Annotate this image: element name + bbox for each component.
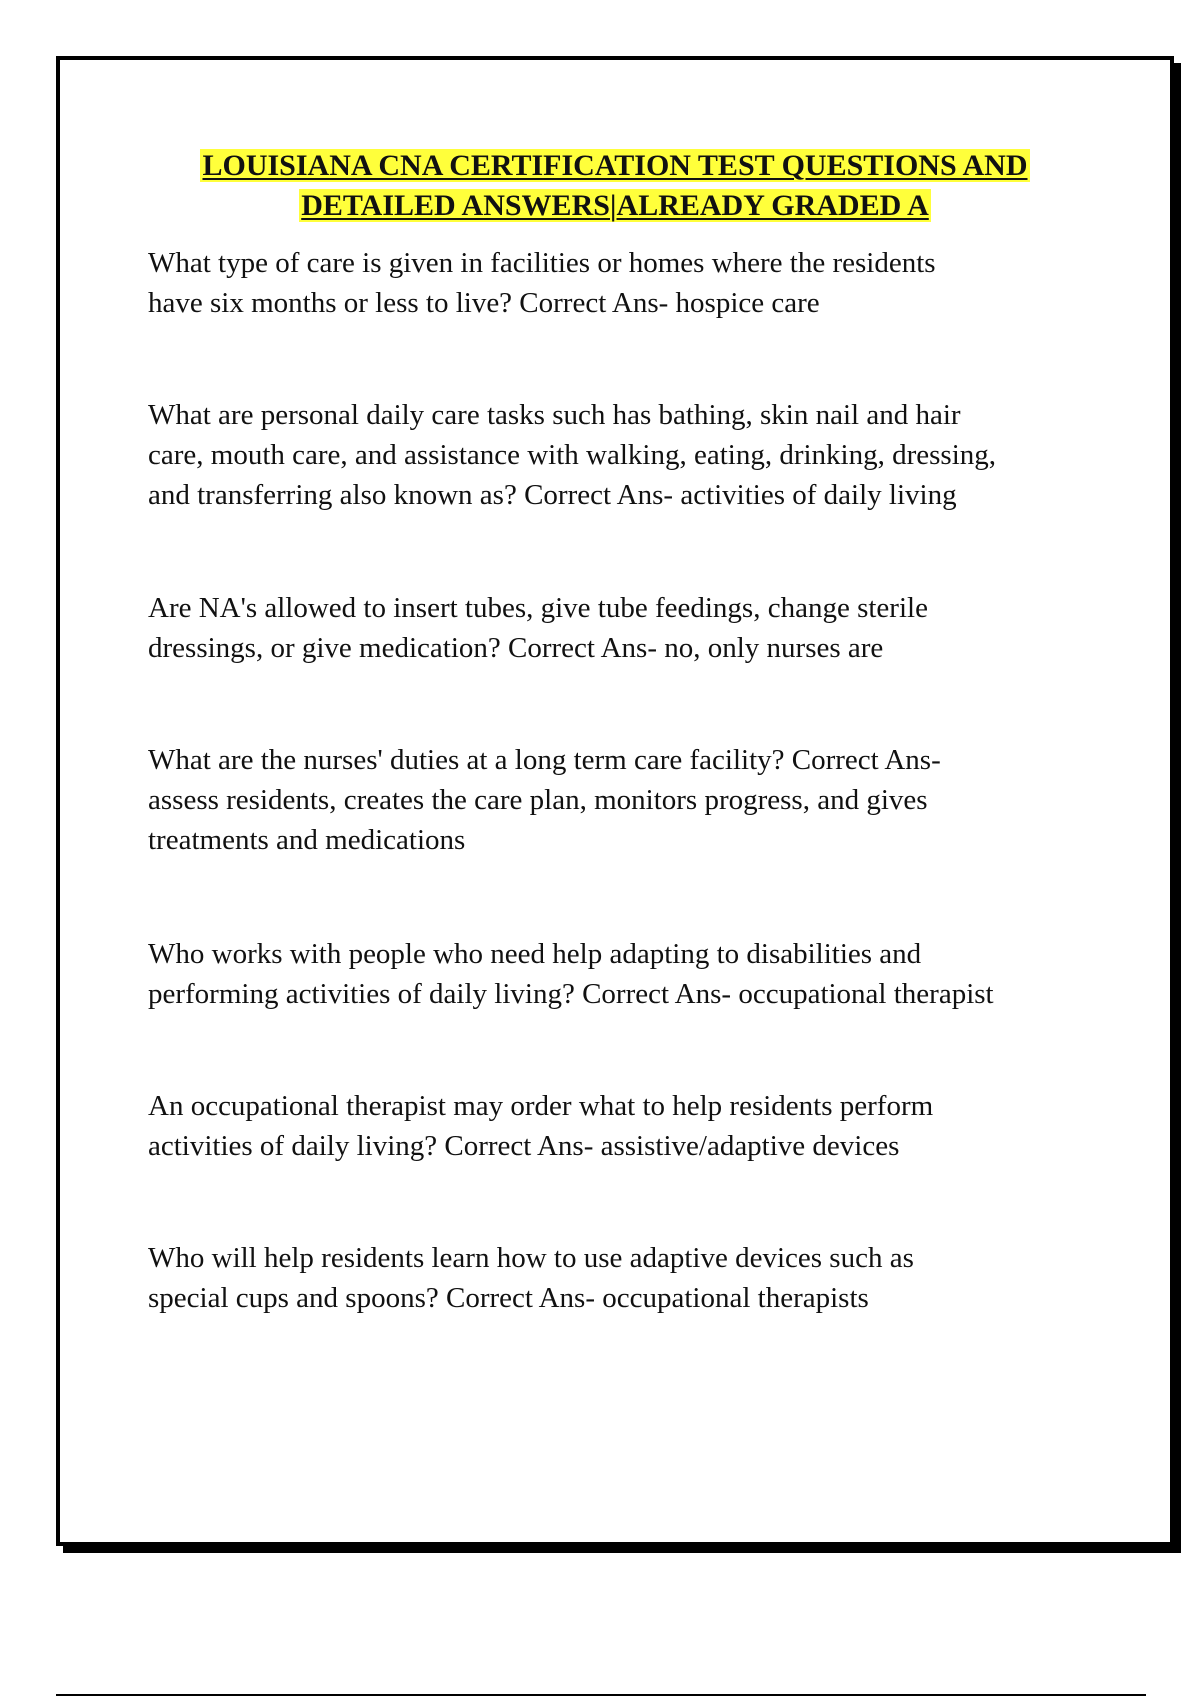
qa-item-na-restrictions: Are NA's allowed to insert tubes, give tube feedings, change sterile dressings, or give medication? Correct Ans- no, only nurses are [148, 592, 928, 664]
footer-divider [56, 1694, 1146, 1696]
qa-item-activities-of-daily-living: What are personal daily care tasks such has bathing, skin nail and hair care, mouth care, and assistance with walking, eating, drinking, dressing, and transferring also known as? Correct Ans- activities of daily living [148, 399, 997, 511]
title-line-1: LOUISIANA CNA CERTIFICATION TEST QUESTIONS AND [202, 149, 1028, 182]
qa-item-nurse-duties: What are the nurses' duties at a long term care facility? Correct Ans- assess residents, creates the care plan, monitors progress, and gives treatments and medications [148, 744, 941, 856]
document-page [56, 56, 1174, 1546]
qa-item-occupational-therapist: Who works with people who need help adapting to disabilities and performing activities of daily living? Correct Ans- occupational therapist [148, 938, 994, 1010]
document-title [60, 146, 1170, 226]
qa-item-adaptive-device-training: Who will help residents learn how to use adaptive devices such as special cups and spoons? Correct Ans- occupational therapists [148, 1242, 914, 1314]
qa-item-assistive-devices: An occupational therapist may order what to help residents perform activities of daily living? Correct Ans- assistive/adaptive devices [148, 1090, 934, 1162]
qa-item-hospice-care: What type of care is given in facilities or homes where the residents have six months or less to live? Correct Ans- hospice care [148, 247, 936, 319]
title-line-2: DETAILED ANSWERS|ALREADY GRADED A [301, 189, 929, 222]
